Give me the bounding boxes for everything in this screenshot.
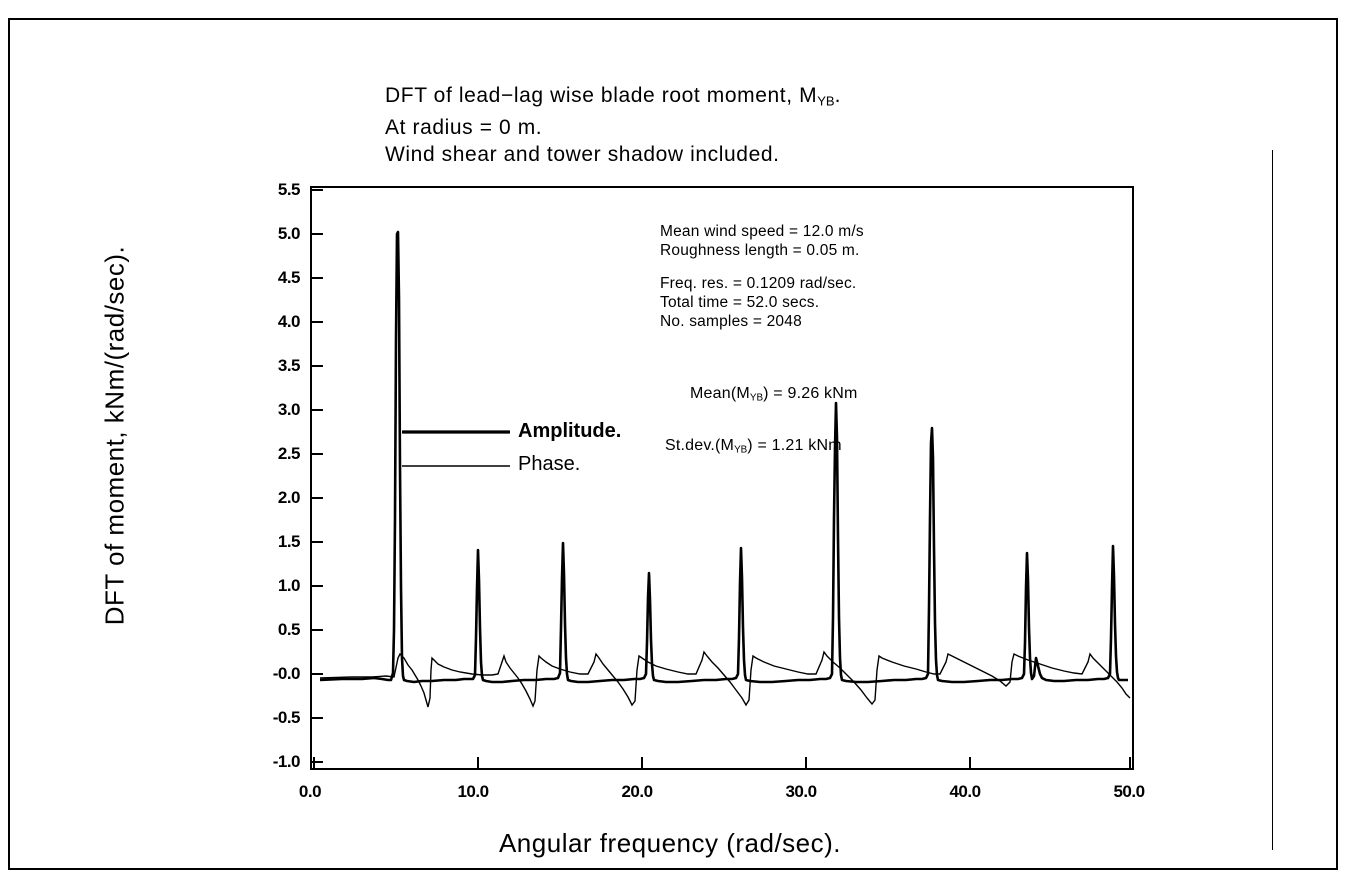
- annotation-mean-moment-subscript: YB: [749, 392, 764, 404]
- y-tick-label: 4.5: [277, 268, 300, 287]
- legend-label-phase: Phase.: [518, 453, 581, 475]
- annotation-mean-moment-part1: Mean(M: [690, 385, 750, 402]
- x-tick-label: 50.0: [1113, 782, 1145, 801]
- annotation-roughness-length: Roughness length = 0.05 m.: [660, 242, 860, 259]
- annotation-stdev-moment-part1: St.dev.(M: [665, 437, 735, 454]
- x-tick-label: 10.0: [457, 782, 489, 801]
- annotation-mean-wind-speed: Mean wind speed = 12.0 m/s: [660, 223, 864, 240]
- annotation-total-time: Total time = 52.0 secs.: [660, 294, 820, 311]
- annotation-no-samples: No. samples = 2048: [660, 313, 802, 330]
- y-tick-label: 1.5: [277, 532, 300, 551]
- x-tick-label: 0.0: [298, 782, 322, 801]
- y-tick-label: 5.0: [277, 224, 300, 243]
- y-tick-label: 5.5: [277, 180, 300, 199]
- annotation-mean-moment-part2: ) = 9.26 kNm: [763, 385, 858, 402]
- y-tick-label: 3.0: [277, 400, 300, 419]
- y-tick-label: -1.0: [272, 752, 300, 771]
- y-tick-label: 2.5: [277, 444, 300, 463]
- chart-title-line1-part2: lag wise blade root moment, M: [513, 84, 818, 107]
- chart-title-line3: Wind shear and tower shadow included.: [385, 143, 780, 167]
- y-axis-label: DFT of moment, kNm/(rad/sec).: [99, 245, 130, 626]
- chart-title: [385, 82, 1085, 168]
- chart-title-line1-part1: DFT of lead: [385, 84, 501, 107]
- legend-label-amplitude: Amplitude.: [518, 420, 622, 442]
- chart-title-line2: At radius = 0 m.: [385, 116, 543, 140]
- x-tick-label: 30.0: [785, 782, 817, 801]
- page-right-rule: [1272, 150, 1273, 850]
- y-tick-label: -0.5: [272, 708, 300, 727]
- hyphen: −: [500, 84, 514, 107]
- annotation-stdev-moment-part2: ) = 1.21 kNm: [747, 437, 842, 454]
- chart-title-line1-part3: .: [834, 84, 841, 107]
- x-tick-label: 20.0: [621, 782, 653, 801]
- chart-title-subscript: YB: [817, 93, 835, 109]
- annotation-mean-moment: [690, 385, 858, 403]
- annotation-freq-res: Freq. res. = 0.1209 rad/sec.: [660, 275, 857, 292]
- chart-title-line1: [385, 82, 1085, 114]
- annotation-stdev-moment: [665, 437, 842, 455]
- y-tick-label: 2.0: [277, 488, 300, 507]
- y-tick-label: -0.0: [272, 664, 300, 683]
- annotation-stdev-moment-subscript: YB: [734, 444, 748, 456]
- x-axis-label: Angular frequency (rad/sec).: [498, 828, 842, 858]
- y-tick-label: 1.0: [277, 576, 300, 595]
- y-tick-label: 4.0: [277, 312, 300, 331]
- x-tick-label: 40.0: [949, 782, 981, 801]
- y-tick-label: 0.5: [277, 620, 300, 639]
- y-tick-label: 3.5: [277, 356, 300, 375]
